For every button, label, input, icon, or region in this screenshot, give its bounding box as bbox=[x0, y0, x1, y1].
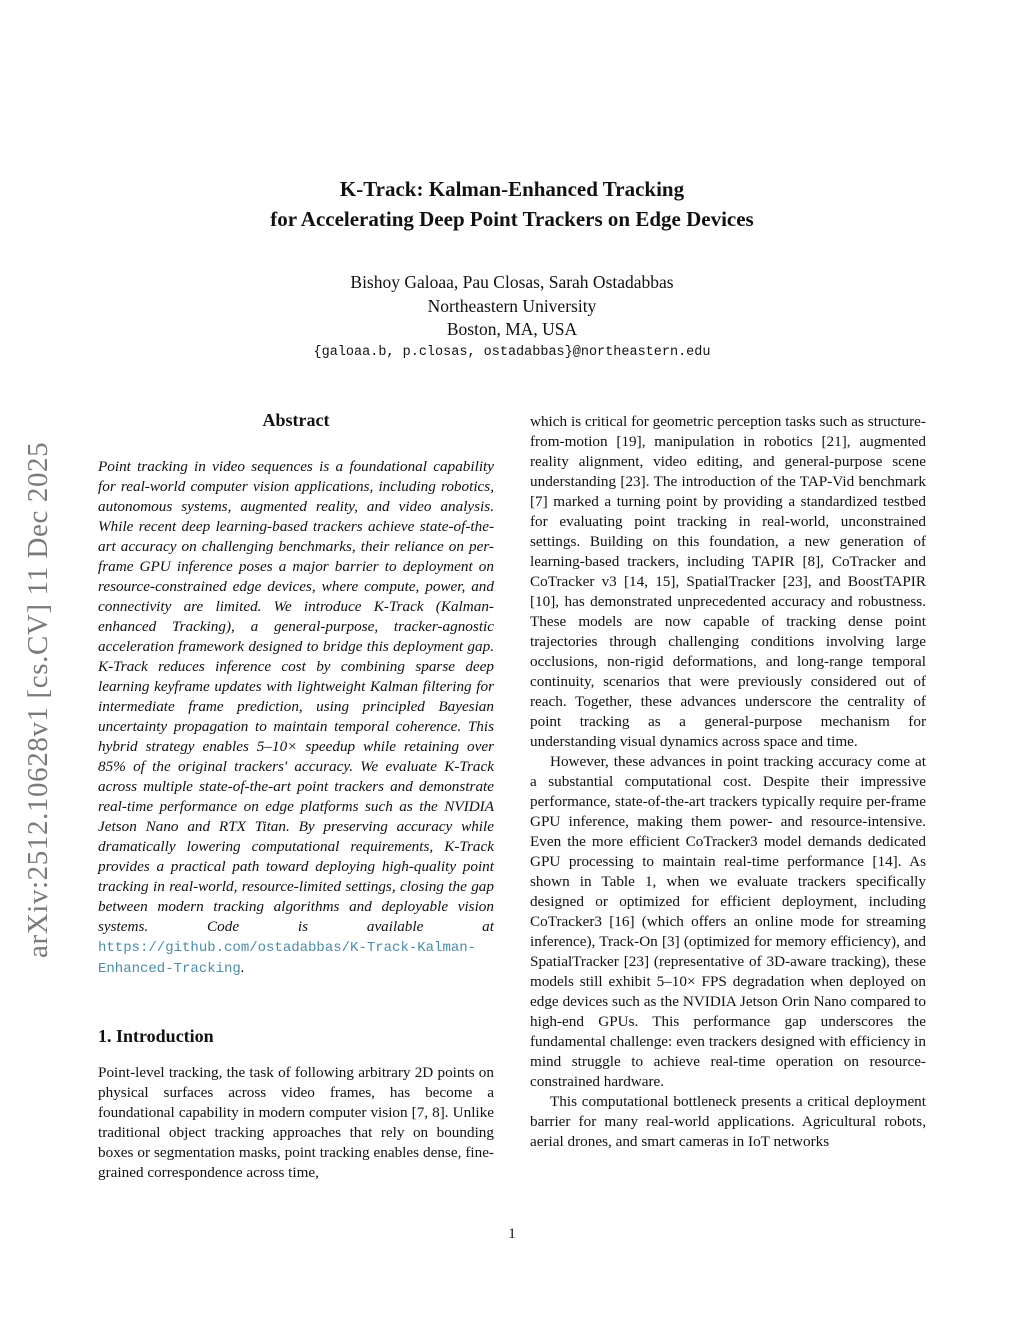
title-line-1: K-Track: Kalman-Enhanced Tracking bbox=[339, 177, 685, 201]
code-link[interactable]: https://github.com/ostadabbas/K-Track-Kalman-Enhanced-Tracking bbox=[98, 940, 477, 977]
abstract-body bbox=[98, 457, 494, 979]
arxiv-stamp-text: arXiv:2512.10628v1 [cs.CV] 11 Dec 2025 bbox=[22, 441, 54, 958]
location: Boston, MA, USA bbox=[446, 319, 578, 339]
right-paragraph-2: However, these advances in point tracking accuracy come at a substantial computational cost. Despite their impressive performance, state-of-the-art trackers typically require per-frame GPU inference, making them power- and resource-intensive. Even the more efficient CoTracker3 model demands dedicated GPU processing to maintain real-time performance [14]. As shown in Table 1, when we evaluate trackers specifically designed or optimized for efficient deployment, including CoTracker3 [16] (which offers an online mode for streaming inference), Track-On [3] (optimized for memory efficiency), and SpatialTracker [23] (representative of 3D-aware tracking), these models still exhibit 5–10× FPS degradation when deployed on edge devices such as the NVIDIA Jetson Orin Nano compared to high-end GPUs. This performance gap underscores the fundamental challenge: even trackers designed with efficiency in mind struggle to achieve real-time operation on resource-constrained hardware. bbox=[530, 753, 926, 1090]
abstract-heading: Abstract bbox=[262, 410, 330, 430]
affiliation: Northeastern University bbox=[427, 295, 597, 316]
right-paragraph-1: which is critical for geometric perception tasks such as structure-from-motion [19], manipulation in robotics [21], augmented reality alignment, video editing, and general-purpose scene understanding [23]. The introduction of the TAP-Vid benchmark [7] marked a turning point by providing a standardized testbed for evaluating point tracking in real-world, unconstrained settings. Building on this foundation, a new generation of learning-based trackers, including TAPIR [8], CoTracker and CoTracker v3 [14, 15], SpatialTracker [23], and BoostTAPIR [10], has demonstrated unprecedented accuracy and robustness. These models are now capable of tracking dense point trajectories through challenging conditions involving large occlusions, non-rigid deformations, and long-range temporal continuity, scenarios that were previously considered out of reach. Together, these advances underscore the centrality of point tracking as a general-purpose mechanism for understanding visual dynamics across space and time. bbox=[530, 413, 926, 750]
abstract-end: . bbox=[240, 959, 245, 976]
author-names: Bishoy Galoaa, Pau Closas, Sarah Ostadabbas bbox=[350, 272, 674, 292]
right-paragraph-3: This computational bottleneck presents a critical deployment barrier for many real-world applications. Agricultural robots, aerial drones, and smart cameras in IoT networks bbox=[530, 1093, 926, 1150]
intro-paragraph-1: Point-level tracking, the task of following arbitrary 2D points on physical surfaces across video frames, has become a foundational capability in modern computer vision [7, 8]. Unlike traditional object tracking approaches that rely on bounding boxes or segmentation masks, point tracking enables dense, fine-grained correspondence across time, bbox=[98, 1064, 494, 1181]
abstract-text: Point tracking in video sequences is a foundational capability for real-world computer vision applications, including robotics, autonomous systems, augmented reality, and video analysis. While recent deep learning-based trackers achieve state-of-the-art accuracy on challenging benchmarks, their reliance on per-frame GPU inference poses a major barrier to deployment on resource-constrained edge devices, where compute, power, and connectivity are limited. We introduce K-Track (Kalman-enhanced Tracking), a general-purpose, tracker-agnostic acceleration framework designed to bridge this deployment gap. K-Track reduces inference cost by combining sparse deep learning keyframe updates with lightweight Kalman filtering for intermediate frame prediction, using principled Bayesian uncertainty propagation to maintain temporal coherence. This hybrid strategy enables 5–10× speedup while retaining over 85% of the original trackers' accuracy. We evaluate K-Track across multiple state-of-the-art point trackers and demonstrate real-time performance on edge platforms such as the NVIDIA Jetson Nano and RTX Titan. By preserving accuracy while dramatically lowering computational requirements, K-Track provides a practical path toward deploying high-quality point tracking in real-world, resource-limited settings, closing the gap between modern tracking algorithms and deployable vision systems. Code is available at bbox=[98, 458, 494, 935]
intro-heading: 1. Introduction bbox=[98, 1026, 214, 1046]
right-column bbox=[530, 412, 926, 1152]
author-block bbox=[0, 271, 1024, 342]
left-column bbox=[98, 408, 494, 1183]
paper-title bbox=[0, 174, 1024, 234]
page-number: 1 bbox=[508, 1226, 516, 1242]
title-line-2: for Accelerating Deep Point Trackers on Edge Devices bbox=[270, 207, 754, 231]
author-emails: {galoaa.b, p.closas, ostadabbas}@northeastern.edu bbox=[313, 345, 711, 360]
